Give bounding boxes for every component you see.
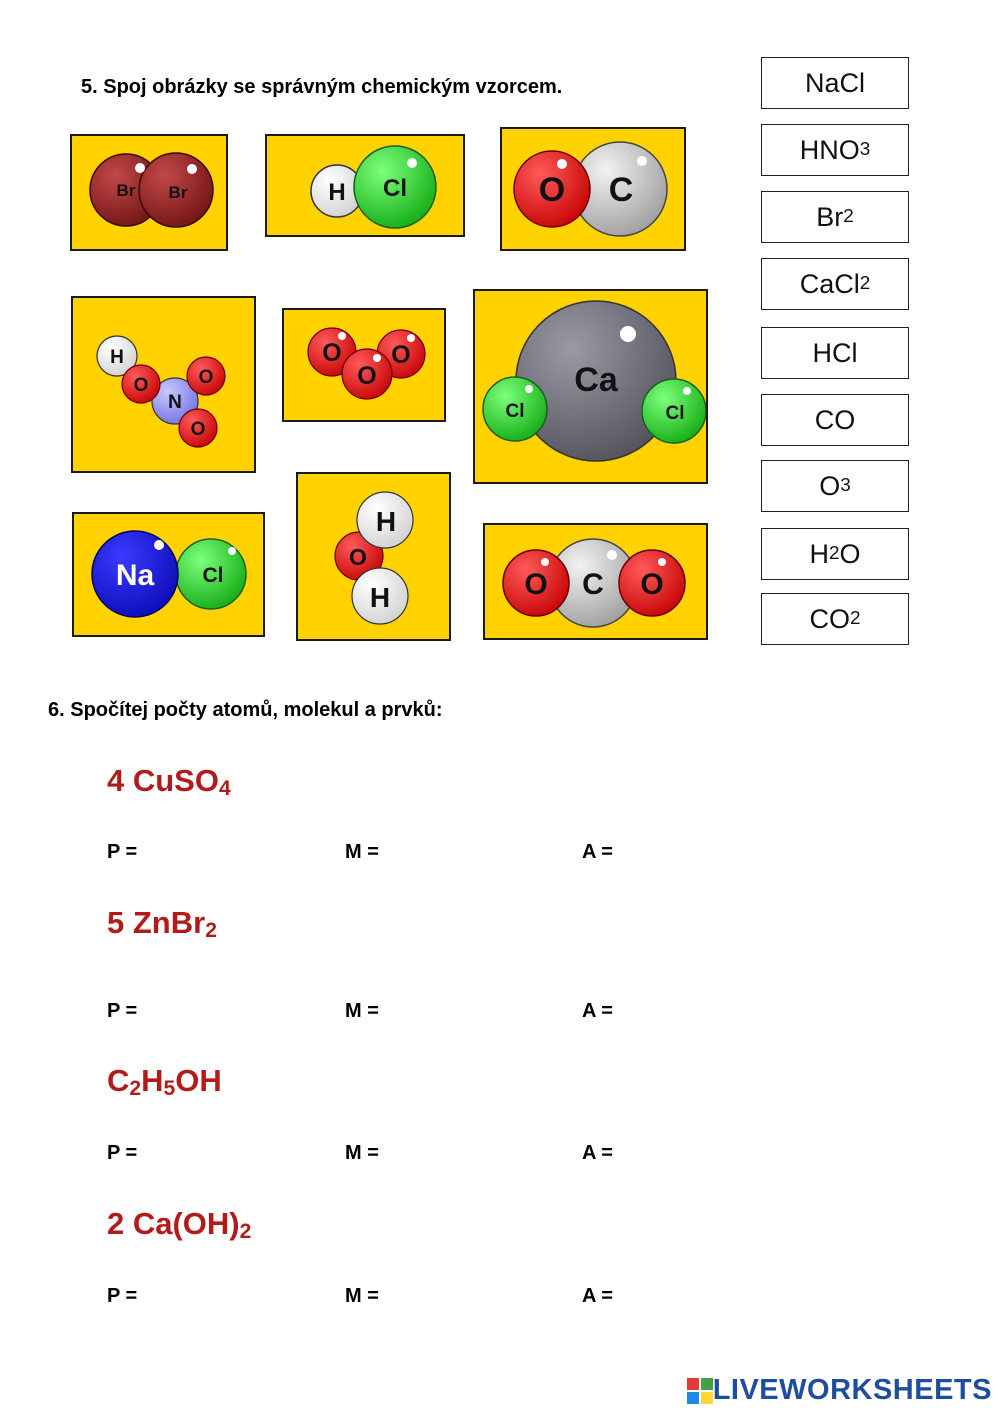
atom-label: Cl <box>202 564 224 587</box>
atom-label: H <box>375 506 397 537</box>
liveworksheets-logo-icon <box>687 1378 713 1404</box>
formula-box-br2[interactable]: Br 2 <box>761 191 909 243</box>
liveworksheets-logo <box>687 1374 992 1407</box>
atom-label: O <box>133 375 149 396</box>
atom-label: O <box>524 568 548 601</box>
atom-label: O <box>357 362 377 390</box>
task5-title: 5. Spoj obrázky se správným chemickým vzorcem. <box>81 76 563 98</box>
formula-box-co2[interactable]: CO 2 <box>761 593 909 645</box>
molecule-tile-co2[interactable] <box>483 523 708 640</box>
molecule-tile-co[interactable] <box>500 127 686 251</box>
atom-label: Cl <box>665 403 685 424</box>
p-label: P = <box>107 1000 138 1022</box>
atom-label: O <box>538 171 566 209</box>
hno3-molecule-image <box>73 298 256 473</box>
p-label: P = <box>107 1285 138 1307</box>
m-label: M = <box>345 841 379 863</box>
logo-text: LIVEWORKSHEETS <box>712 1374 992 1406</box>
atom-label: Cl <box>505 401 525 422</box>
formula-box-o3[interactable]: O 3 <box>761 460 909 512</box>
o3-molecule-image <box>284 310 446 422</box>
formula-box-nacl[interactable]: NaCl <box>761 57 909 109</box>
a-label: A = <box>582 1285 613 1307</box>
atom-label: Br <box>168 183 188 202</box>
atom-label: Br <box>116 181 136 200</box>
atom-label: C <box>608 171 634 209</box>
m-label: M = <box>345 1142 379 1164</box>
atom-label: O <box>190 419 206 440</box>
atom-label: C <box>582 568 604 601</box>
atom-label: O <box>349 544 367 570</box>
molecule-tile-cacl2[interactable] <box>473 289 708 484</box>
atom-label: O <box>198 367 214 388</box>
atom-label: Na <box>115 559 155 592</box>
task6-title: 6. Spočítej počty atomů, molekul a prvků: <box>48 699 443 721</box>
compound-znbr2: 5 ZnBr$_2$ <box>107 905 217 943</box>
atom-label: O <box>391 341 411 369</box>
m-label: M = <box>345 1000 379 1022</box>
nacl-molecule-image <box>74 514 265 637</box>
atom-label: H <box>369 582 391 613</box>
molecule-tile-hcl[interactable] <box>265 134 465 237</box>
molecule-tile-nacl[interactable] <box>72 512 265 637</box>
formula-box-h2o[interactable]: H 2 O <box>761 528 909 580</box>
a-label: A = <box>582 841 613 863</box>
a-label: A = <box>582 1000 613 1022</box>
formula-box-hno3[interactable]: HNO 3 <box>761 124 909 176</box>
hcl-molecule-image <box>267 136 465 237</box>
atom-label: H <box>110 347 124 368</box>
p-label: P = <box>107 841 138 863</box>
atom-label: Cl <box>383 175 407 202</box>
h2o-molecule-image <box>298 474 451 641</box>
co2-molecule-image <box>485 525 708 640</box>
compound-cuso4: 4 CuSO$_4$ <box>107 763 231 801</box>
molecule-tile-hno3[interactable] <box>71 296 256 473</box>
a-label: A = <box>582 1142 613 1164</box>
formula-box-hcl[interactable]: HCl <box>761 327 909 379</box>
molecule-tile-br2[interactable] <box>70 134 228 251</box>
atom-label: Ca <box>574 361 618 399</box>
molecule-tile-o3[interactable] <box>282 308 446 422</box>
p-label: P = <box>107 1142 138 1164</box>
atom-label: N <box>168 392 182 413</box>
molecule-tile-h2o[interactable] <box>296 472 451 641</box>
m-label: M = <box>345 1285 379 1307</box>
atom-label: O <box>322 339 342 367</box>
cacl2-molecule-image <box>475 291 708 484</box>
compound-ethanol: $C_2H_5OH$ <box>107 1063 222 1101</box>
co-molecule-image <box>502 129 686 251</box>
formula-box-cacl2[interactable]: CaCl 2 <box>761 258 909 310</box>
atom-label: O <box>640 568 664 601</box>
compound-caoh2: 2 $Ca(OH)_2$ <box>107 1206 252 1244</box>
formula-box-co[interactable]: CO <box>761 394 909 446</box>
br2-molecule-image <box>72 136 228 251</box>
atom-label: H <box>328 179 346 206</box>
